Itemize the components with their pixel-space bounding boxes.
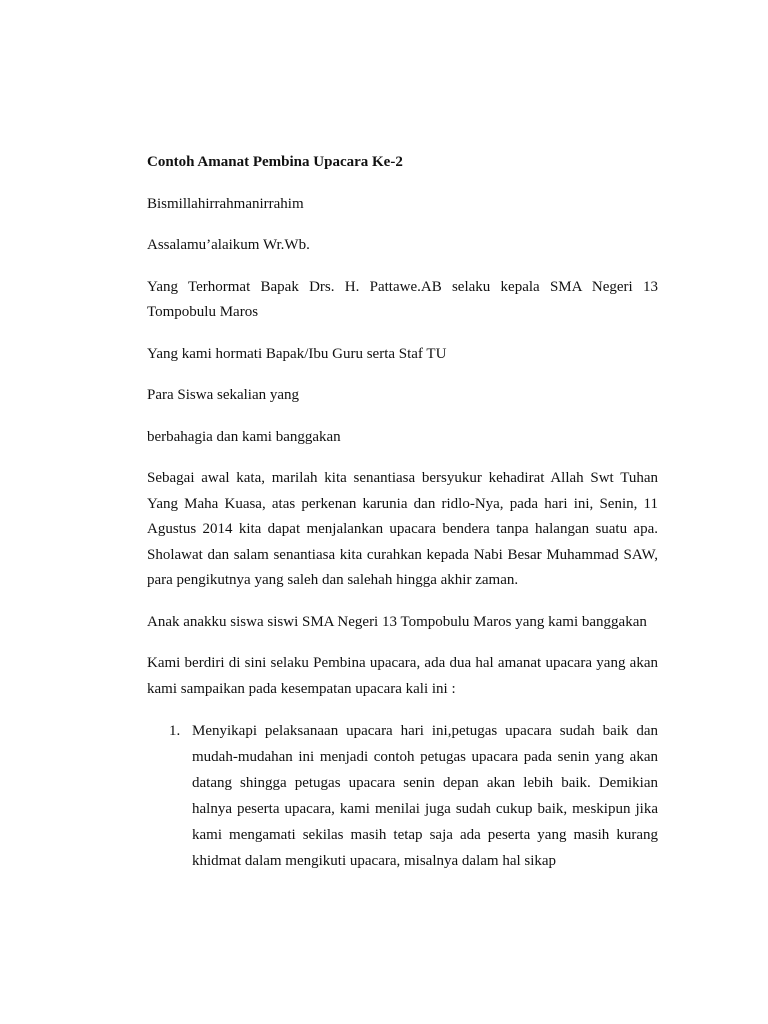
salutation: Assalamu’alaikum Wr.Wb. bbox=[147, 237, 310, 253]
document-body bbox=[147, 150, 658, 874]
intro-paragraph: Kami berdiri di sini selaku Pembina upacara, ada dua hal amanat upacara yang akan kami sampaikan pada kesempatan upacara kali ini : bbox=[147, 655, 658, 697]
list-item bbox=[147, 718, 658, 874]
amanat-list bbox=[147, 718, 658, 874]
list-item-text: Menyikapi pelaksanaan upacara hari ini,petugas upacara sudah baik dan mudah-mudahan ini menjadi contoh petugas upacara pada senin yang akan datang shingga petugas upacara senin depan akan lebih baik. Demikian halnya peserta upacara, kami menilai juga sudah cukup baik, meskipun jika kami mengamati sekilas masih tetap saja ada peserta yang masih kurang khidmat dalam mengikuti upacara, misalnya dalam hal sikap bbox=[192, 723, 658, 869]
address-teachers: Yang kami hormati Bapak/Ibu Guru serta Staf TU bbox=[147, 345, 447, 362]
address-pupils: Anak anakku siswa siswi SMA Negeri 13 Tompobulu Maros yang kami banggakan bbox=[147, 613, 647, 630]
opening-paragraph: Sebagai awal kata, marilah kita senantiasa bersyukur kehadirat Allah Swt Tuhan Yang Maha Kuasa, atas perkenan karunia dan ridlo-Nya, pada hari ini, Senin, 11 Agustus 2014 kita dapat menjalankan upacara bendera tanpa halangan suatu apa. Sholawat dan salam senantiasa kita curahkan kepada Nabi Besar Muhammad SAW, para pengikutnya yang saleh dan salehah hingga akhir zaman. bbox=[147, 470, 658, 588]
opening-greeting: Bismillahirrahmanirrahim bbox=[147, 195, 304, 212]
document-title: Contoh Amanat Pembina Upacara Ke-2 bbox=[147, 154, 403, 170]
address-principal: Yang Terhormat Bapak Drs. H. Pattawe.AB selaku kepala SMA Negeri 13 Tompobulu Maros bbox=[147, 278, 658, 320]
list-item-number: 1. bbox=[169, 723, 181, 739]
address-students-continued: berbahagia dan kami banggakan bbox=[147, 428, 341, 445]
address-students: Para Siswa sekalian yang bbox=[147, 387, 300, 403]
